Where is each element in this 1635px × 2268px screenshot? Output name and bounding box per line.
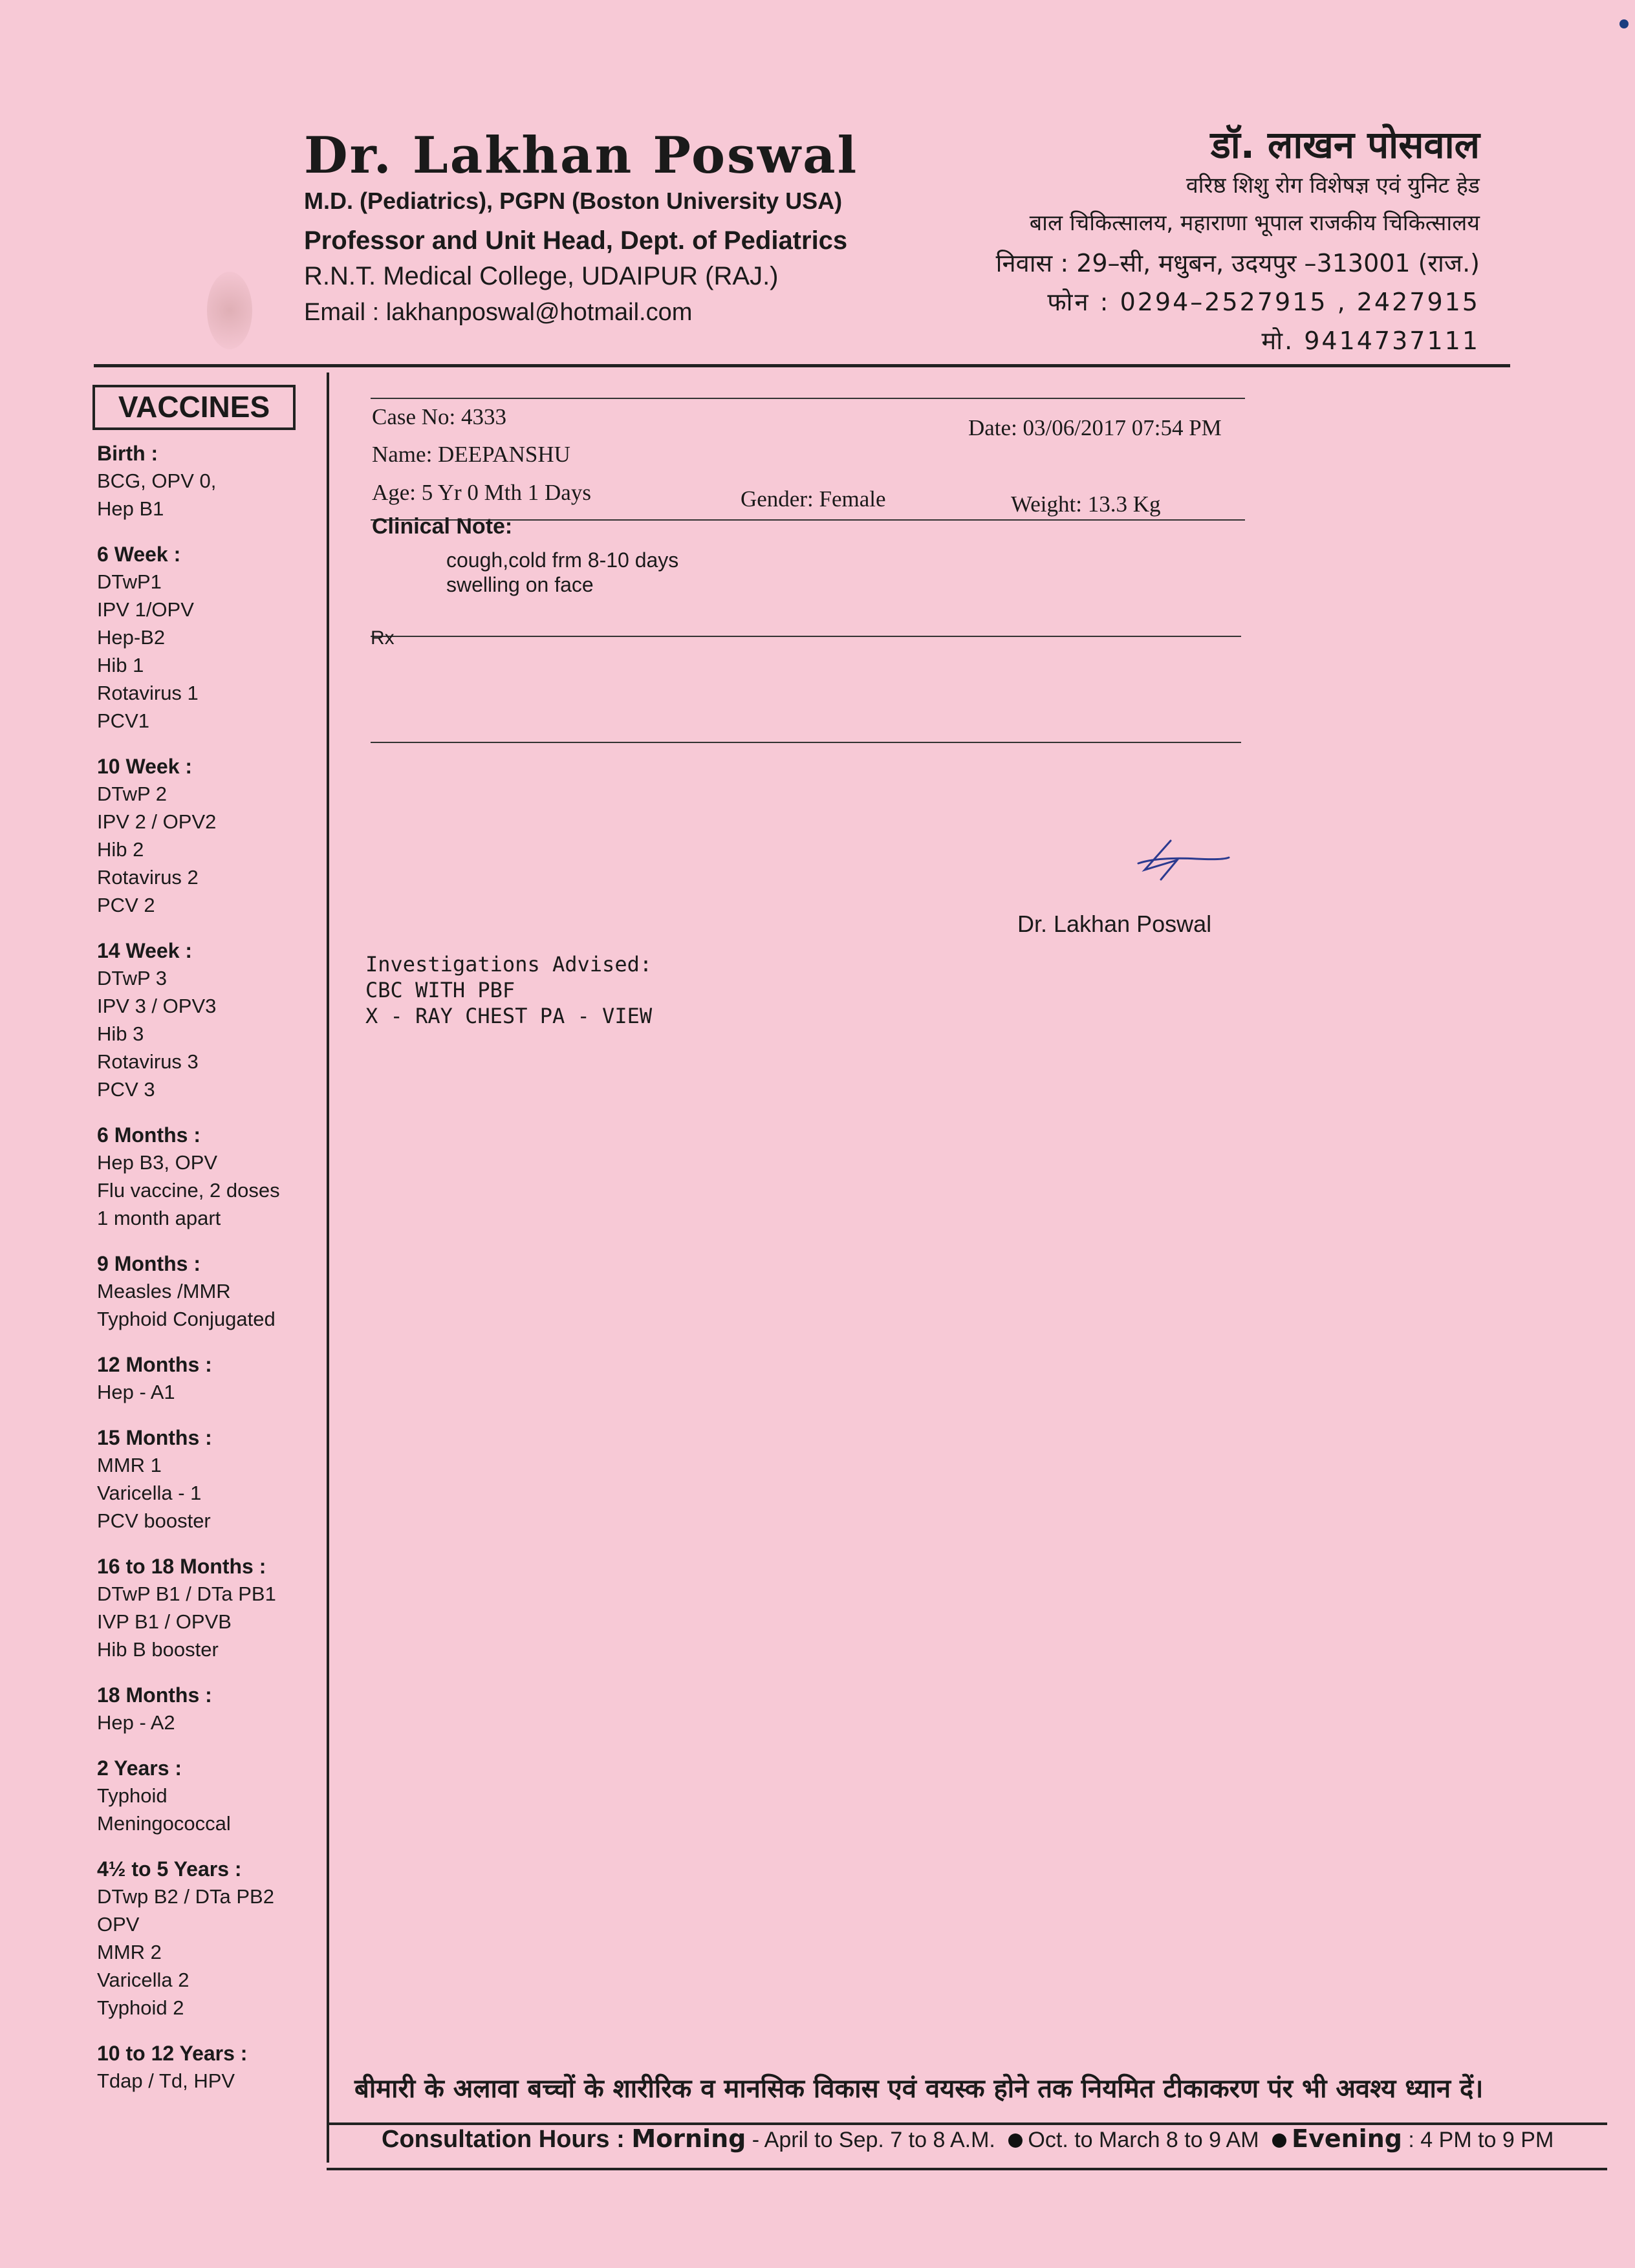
vaccine-item: Typhoid Conjugated xyxy=(97,1308,276,1330)
hindi-phone: फोन : 0294–2527915 , 2427915 xyxy=(1047,288,1480,316)
vaccine-item: Rotavirus 1 xyxy=(97,682,199,704)
vaccine-item: Hep B3, OPV xyxy=(97,1151,218,1174)
vaccine-item: DTwP B1 / DTa PB1 xyxy=(97,1582,276,1605)
vaccine-item: DTwp B2 / DTa PB2 xyxy=(97,1885,274,1908)
morning-hours: - April to Sep. 7 to 8 A.M. xyxy=(746,2128,995,2152)
hindi-designation: वरिष्ठ शिशु रोग विशेषज्ञ एवं युनिट हेड xyxy=(1186,173,1480,199)
vaccine-group-title: 18 Months : xyxy=(97,1683,212,1707)
investigation-item: CBC WITH PBF xyxy=(365,978,515,1002)
hindi-address: निवास : 29–सी, मधुबन, उदयपुर –313001 (राज.) xyxy=(995,249,1480,277)
patient-age: Age: 5 Yr 0 Mth 1 Days xyxy=(372,480,591,505)
vaccine-item: DTwP 3 xyxy=(97,967,167,989)
vaccine-group-title: 4½ to 5 Years : xyxy=(97,1857,242,1881)
investigations-title: Investigations Advised: xyxy=(365,952,653,977)
doctor-degree: M.D. (Pediatrics), PGPN (Boston University USA) xyxy=(304,188,843,214)
vaccine-item: PCV 3 xyxy=(97,1078,155,1101)
bullet-icon xyxy=(1008,2133,1023,2148)
vaccine-group xyxy=(97,440,320,523)
vaccine-item: PCV booster xyxy=(97,1509,211,1532)
vaccine-group xyxy=(97,1250,320,1333)
vaccine-item: Varicella 2 xyxy=(97,1969,189,1991)
vaccine-item: DTwP 2 xyxy=(97,783,167,805)
vaccine-item: Hep - A1 xyxy=(97,1381,175,1403)
vaccine-group xyxy=(97,1121,320,1232)
consultation-hours xyxy=(382,2124,1554,2154)
vaccine-item: PCV1 xyxy=(97,709,149,732)
vaccine-group xyxy=(97,1553,320,1663)
vaccine-group-title: 12 Months : xyxy=(97,1353,212,1376)
vaccine-group-title: 6 Week : xyxy=(97,543,181,566)
vaccine-item: PCV 2 xyxy=(97,894,155,916)
rx-bottom-rule xyxy=(371,742,1241,743)
case-number: Case No: 4333 xyxy=(372,404,507,429)
header-divider xyxy=(94,364,1510,367)
patient-weight: Weight: 13.3 Kg xyxy=(1011,491,1161,517)
vaccine-item: Typhoid xyxy=(97,1784,168,1807)
hindi-doctor-name: डॉ. लाखन पोसवाल xyxy=(1210,123,1480,167)
vaccine-group-title: Birth : xyxy=(97,442,158,465)
doctor-college: R.N.T. Medical College, UDAIPUR (RAJ.) xyxy=(304,262,779,290)
evening-hours: : 4 PM to 9 PM xyxy=(1402,2128,1554,2152)
vaccine-item: OPV xyxy=(97,1913,140,1936)
rx-top-rule xyxy=(371,636,1241,637)
vaccine-item: Hep - A2 xyxy=(97,1711,175,1734)
vaccine-item: Measles /MMR xyxy=(97,1280,231,1302)
vaccine-schedule xyxy=(97,440,320,2113)
vaccine-item: Rotavirus 2 xyxy=(97,866,199,889)
doctor-position: Professor and Unit Head, Dept. of Pediatrics xyxy=(304,226,848,255)
vaccine-item: BCG, OPV 0, xyxy=(97,470,217,492)
vaccine-group-title: 6 Months : xyxy=(97,1123,200,1147)
vaccine-group xyxy=(97,1855,320,2022)
winter-hours: Oct. to March 8 to 9 AM xyxy=(1028,2128,1259,2152)
vaccine-item: DTwP1 xyxy=(97,570,162,593)
vaccine-group-title: 10 to 12 Years : xyxy=(97,2042,248,2065)
evening-label: Evening xyxy=(1292,2124,1402,2153)
signatory-name: Dr. Lakhan Poswal xyxy=(1017,911,1212,937)
clinical-note-line: swelling on face xyxy=(446,573,594,596)
vaccine-group xyxy=(97,1681,320,1736)
vaccine-group xyxy=(97,1755,320,1837)
hindi-hospital: बाल चिकित्सालय, महाराणा भूपाल राजकीय चिकित्सालय xyxy=(1029,210,1480,236)
vaccine-item: 1 month apart xyxy=(97,1207,221,1229)
patient-gender: Gender: Female xyxy=(741,486,886,512)
vaccine-item: Rotavirus 3 xyxy=(97,1050,199,1073)
footer-advice: बीमारी के अलावा बच्चों के शारीरिक व मानसिक विकास एवं वयस्क होने तक नियमित टीकाकरण पंर भी अवश्य ध्यान दें। xyxy=(354,2074,1484,2104)
vaccine-group xyxy=(97,753,320,919)
handwritten-signature xyxy=(1099,834,1242,886)
vaccine-group-title: 9 Months : xyxy=(97,1252,200,1275)
vaccine-group-title: 10 Week : xyxy=(97,755,193,778)
patient-name: Name: DEEPANSHU xyxy=(372,442,570,467)
vaccine-item: IPV 3 / OPV3 xyxy=(97,995,217,1017)
vaccine-item: Hib 1 xyxy=(97,654,144,676)
vaccines-heading: VACCINES xyxy=(92,385,296,430)
patient-top-rule xyxy=(371,398,1245,399)
vaccine-item: Tdap / Td, HPV xyxy=(97,2069,235,2092)
sidebar-divider xyxy=(327,373,329,2163)
vaccine-item: MMR 2 xyxy=(97,1941,162,1963)
vaccine-item: MMR 1 xyxy=(97,1454,162,1476)
bullet-icon xyxy=(1272,2133,1286,2148)
vaccine-item: Hep-B2 xyxy=(97,626,166,649)
vaccine-group xyxy=(97,1424,320,1535)
visit-date: Date: 03/06/2017 07:54 PM xyxy=(968,415,1222,440)
doctor-name: Dr. Lakhan Poswal xyxy=(304,126,859,185)
ink-dot xyxy=(1619,19,1629,28)
hours-label: Consultation Hours : xyxy=(382,2126,625,2153)
paper-stain xyxy=(207,272,252,349)
clinical-note-line: cough,cold frm 8-10 days xyxy=(446,548,679,572)
vaccine-group xyxy=(97,1351,320,1406)
vaccine-item: IPV 2 / OPV2 xyxy=(97,810,217,833)
vaccine-group-title: 16 to 18 Months : xyxy=(97,1555,266,1578)
vaccine-item: Hib 2 xyxy=(97,838,144,861)
doctor-email: Email : lakhanposwal@hotmail.com xyxy=(304,299,693,326)
vaccine-group xyxy=(97,937,320,1103)
vaccine-group-title: 2 Years : xyxy=(97,1756,182,1780)
investigation-item: X - RAY CHEST PA - VIEW xyxy=(365,1004,653,1028)
hindi-mobile: मो. 9414737111 xyxy=(1261,327,1480,355)
vaccine-item: IVP B1 / OPVB xyxy=(97,1610,232,1633)
vaccine-item: Hib B booster xyxy=(97,1638,219,1661)
vaccine-group xyxy=(97,2040,320,2095)
rx-label: Rx xyxy=(371,627,395,649)
vaccine-item: Hib 3 xyxy=(97,1022,144,1045)
vaccine-item: Hep B1 xyxy=(97,497,164,520)
vaccine-group-title: 14 Week : xyxy=(97,939,193,962)
clinical-note-title: Clinical Note: xyxy=(372,514,513,539)
morning-label: Morning xyxy=(631,2124,746,2153)
vaccine-item: IPV 1/OPV xyxy=(97,598,194,621)
vaccine-item: Varicella - 1 xyxy=(97,1482,202,1504)
vaccine-group xyxy=(97,541,320,735)
vaccine-item: Typhoid 2 xyxy=(97,1996,184,2019)
vaccine-group-title: 15 Months : xyxy=(97,1426,212,1449)
vaccine-item: Flu vaccine, 2 doses xyxy=(97,1179,280,1202)
footer-bottom-rule xyxy=(327,2168,1607,2170)
vaccine-item: Meningococcal xyxy=(97,1812,231,1835)
